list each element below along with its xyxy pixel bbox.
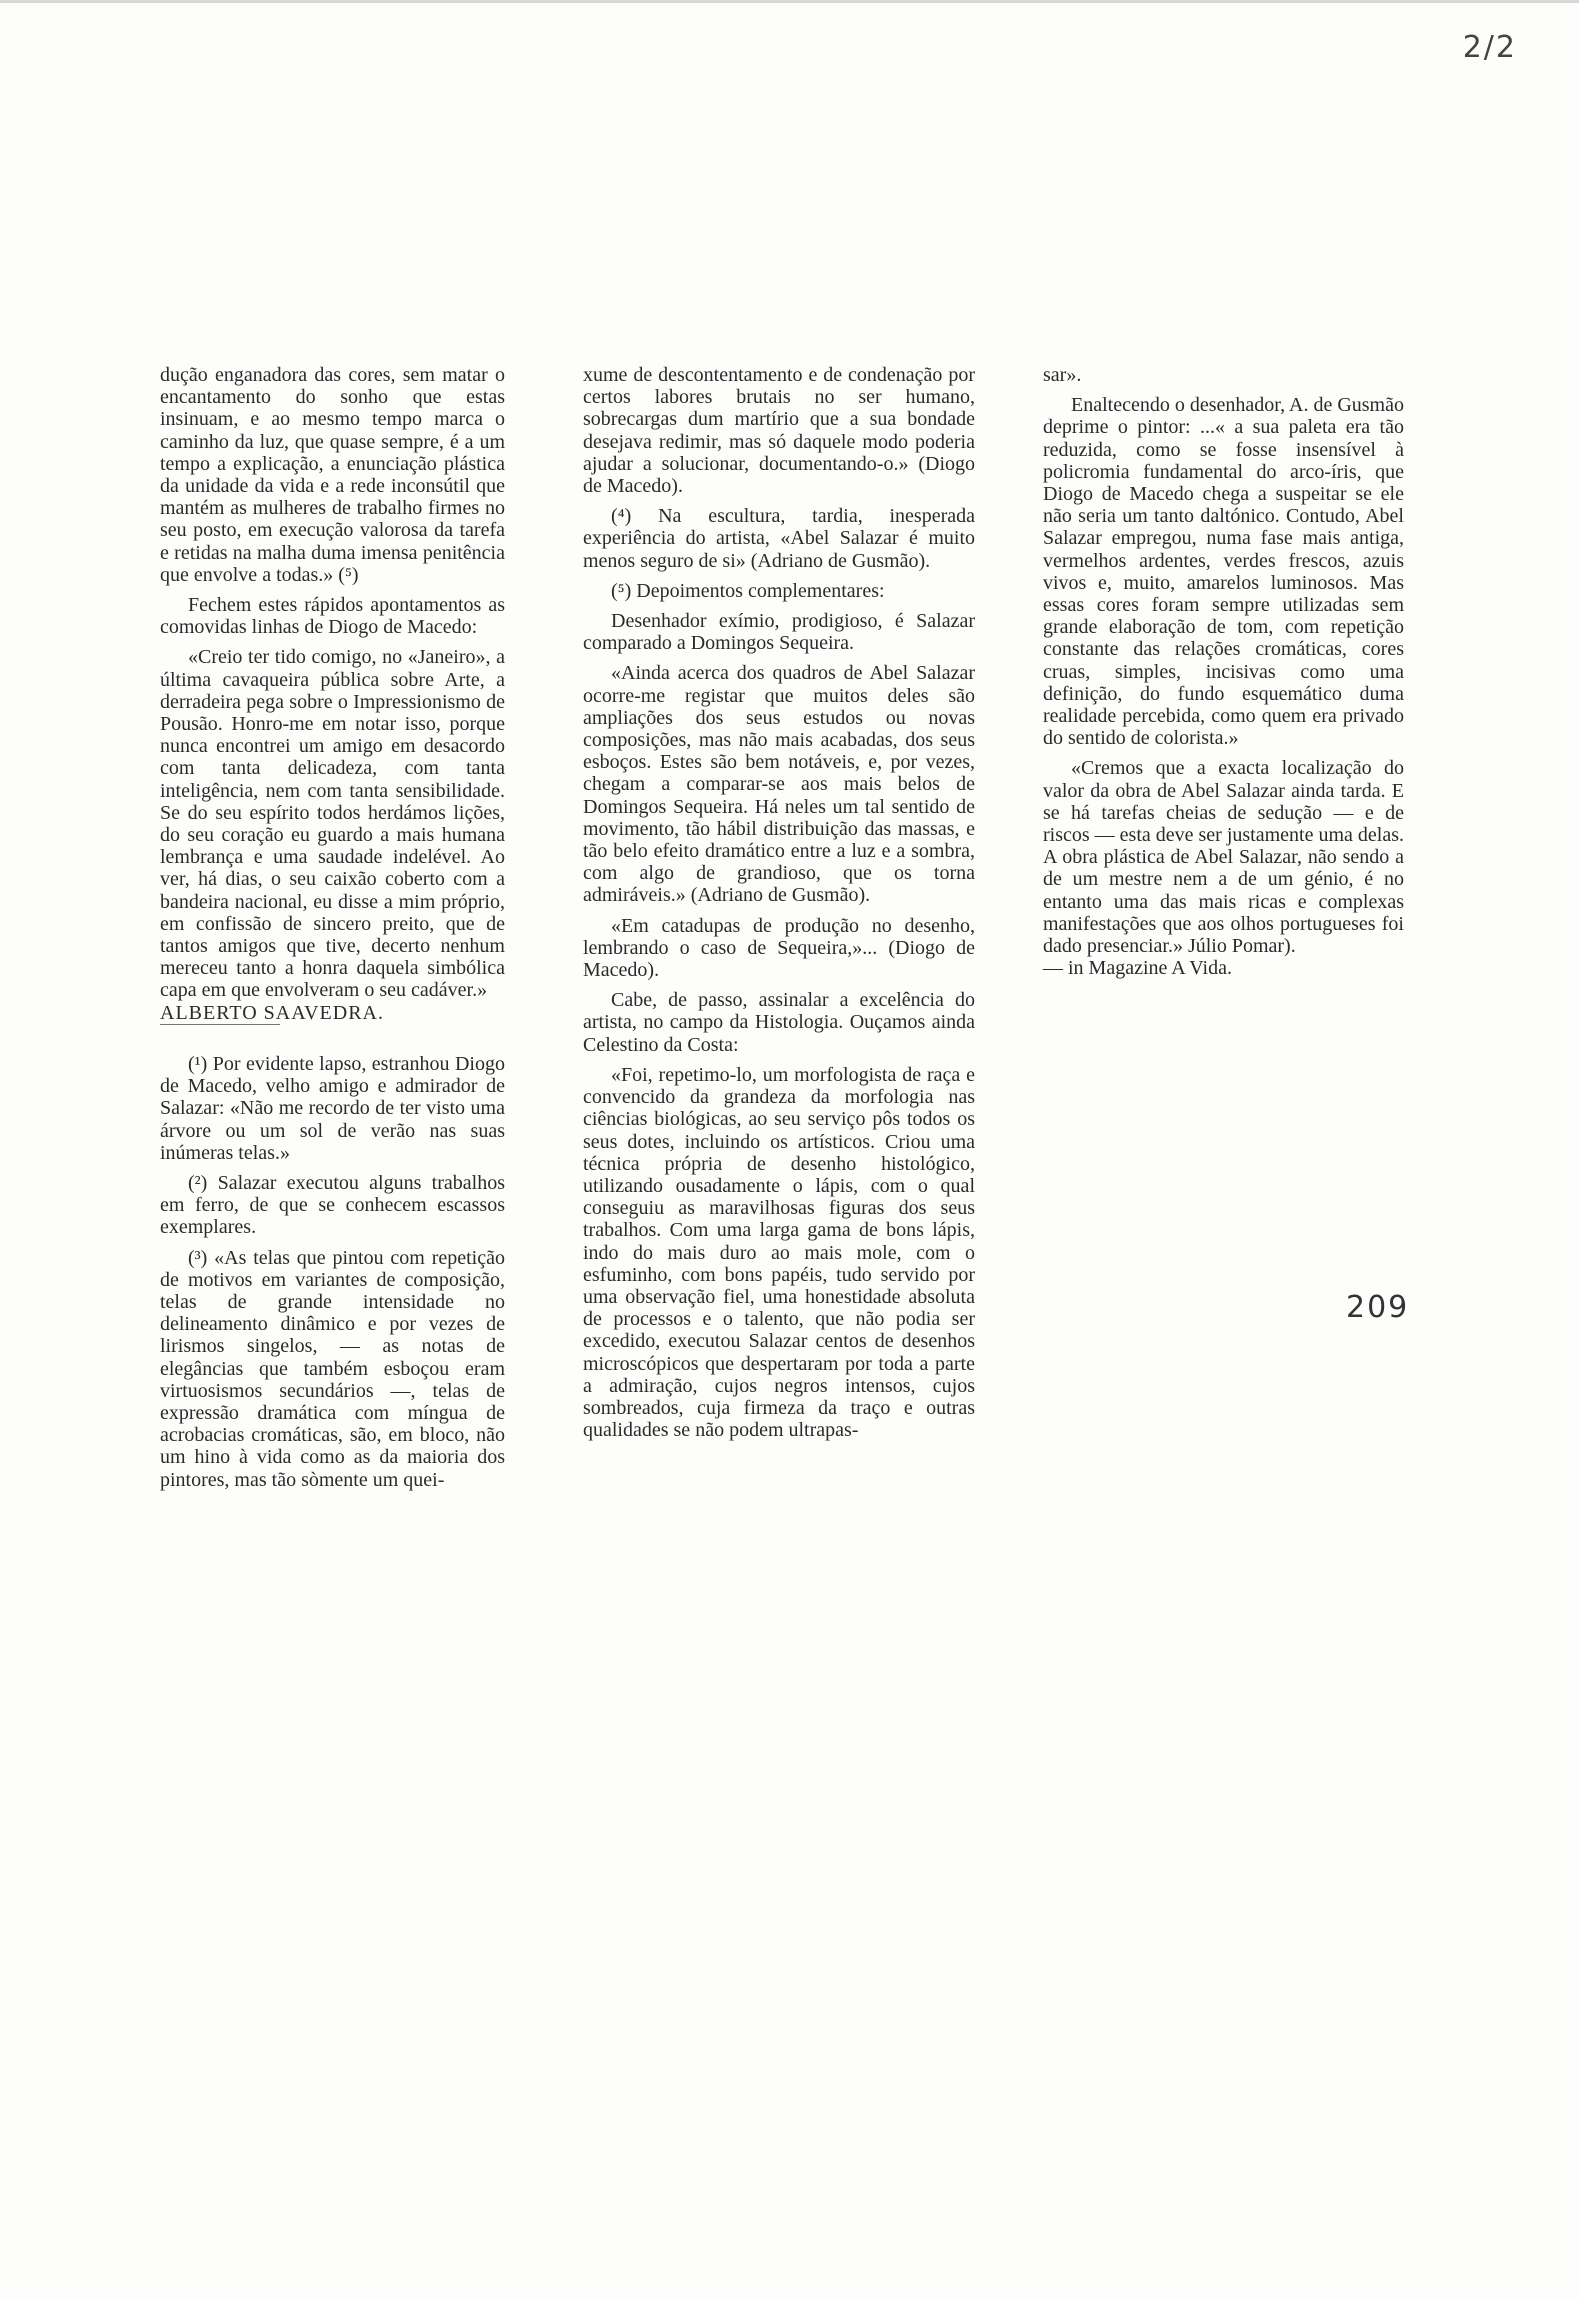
column-2 [583,364,975,1441]
top-edge-line [0,0,1579,3]
page-indicator: 2/2 [1462,30,1517,65]
footnote-5: (⁵) Depoimentos complementares: [611,579,885,602]
column-1 [160,364,505,1491]
footnote-1: (¹) Por evidente lapso, estranhou Diogo de Macedo, velho amigo e admirador de Salazar: «Não me recordo de ter visto uma árvore ou um sol de verão nas suas inúmeras telas.» [160,1052,505,1164]
quote-paragraph: «Em catadupas de produção no desenho, lembrando o caso de Sequeira,»... (Diogo de Macedo). [583,914,975,982]
author-signature: ALBERTO SAAVEDRA. [160,1001,384,1024]
footnote-3: (³) «As telas que pintou com repetição de motivos em variantes de composição, telas de grande intensidade no delineamento dinâmico e por vezes de lirismos singelos, — as notas de elegâncias que também esboçou eram virtuosismos secundários —, telas de expressão dramática com míngua de acrobacias cromáticas, são, em bloco, não um hino à vida como as da maioria dos pintores, mas tão sòmente um quei- [160,1246,505,1491]
quote-paragraph: «Creio ter tido comigo, no «Janeiro», a última cavaqueira pública sobre Arte, a derradeira pega sobre o Impressionismo de Pousão. Honro-me em notar isso, porque nunca encontrei um amigo em desacordo com tanta delicadeza, com tanta inteligência, nem com tanta sensibilidade. Se do seu espírito todos herdámos lições, do seu coração eu guardo a mais humana lembrança e uma saudade indelével. Ao ver, há dias, o seu caixão coberto com a bandeira nacional, eu disse a mim próprio, em confissão de sincero preito, que de tantos amigos que tive, decerto nenhum mereceu tanto a honra daquela simbólica capa em que envolveram o seu cadáver.» [160,646,505,1002]
footnotes [160,1053,505,1491]
paragraph: xume de descontentamento e de condenação por certos labores brutais no ser humano, sobrecargas dum martírio que a sua bondade desejava redimir, mas só daquele modo poderia ajudar a solucionar, documentando-o.» (Diogo de Macedo). [583,364,975,498]
page-number: 209 [1346,1290,1410,1325]
footnote-4: (⁴) Na escultura, tardia, inesperada experiência do artista, «Abel Salazar é muito menos seguro de si» (Adriano de Gusmão). [583,505,975,572]
quote-paragraph: «Ainda acerca dos quadros de Abel Salazar ocorre-me registar que muitos deles são ampliações dos seus estudos ou novas composições, mas não mais acabadas, dos seus esboços. Estes são bem notáveis, e, por vezes, chegam a comparar-se aos mais belos de Domingos Sequeira. Há neles um tal sentido de movimento, tão hábil distribuição das massas, e tão belo efeito dramático entre a luz e a sombra, com algo de grandioso, que os torna admiráveis.» (Adriano de Gusmão). [583,662,975,907]
source-reference: — in Magazine A Vida. [1043,957,1232,980]
footnote-2: (²) Salazar executou alguns trabalhos em ferro, de que se conhecem escassos exemplares. [160,1171,505,1239]
column-3 [1043,364,1404,979]
quote-paragraph: «Foi, repetimo-lo, um morfologista de raça e convencido da grandeza da morfologia nas ciências biológicas, ao seu serviço pôs todos os seus dotes, incluindo os artísticos. Criou uma técnica própria de desenho histológico, utilizando ousadamente o lápis, com o qual conseguiu as maravilhosas figuras dos seus trabalhos. Com uma larga gama de bons lápis, indo do mais duro ao mais mole, com o esfuminho, com bons papéis, tudo servido por uma observação fiel, uma honestidade absoluta de processos e o talento, que não podia ser excedido, executou Salazar centos de desenhos microscópicos que despertaram por toda a parte a admiração, cujos negros intensos, cujos sombreados, cuja firmeza da traço e outras qualidades se não podem ultrapas- [583,1063,975,1442]
quote-paragraph: «Cremos que a exacta localização do valor da obra de Abel Salazar ainda tarda. E se há tarefas cheias de sedução — e de riscos — esta deve ser justamente uma delas. A obra plástica de Abel Salazar, não sendo a de um mestre nem a de um génio, é no entanto uma das mais ricas e complexas manifestações que aos olhos portugueses foi dado presenciar.» Júlio Pomar). [1043,757,1404,958]
paragraph: Fechem estes rápidos apontamentos as comovidas linhas de Diogo de Macedo: [160,594,505,639]
paragraph: Enaltecendo o desenhador, A. de Gusmão deprime o pintor: ...« a sua paleta era tão reduzida, como se fosse insensível à policromia fundamental do arco-íris, que Diogo de Macedo chega a suspeitar se ele não seria um tanto daltónico. Contudo, Abel Salazar empregou, numa fase mais antiga, vermelhos ardentes, verdes frescos, azuis vivos e, muito, amarelos luminosos. Mas essas cores foram sempre utilizadas sem grande elaboração de tom, com repetição constante das relações cromáticas, cores cruas, simples, incisivas como uma definição, do fundo esquemático duma realidade percebida, como quem era privado do sentido de colorista.» [1043,394,1404,750]
paragraph: Desenhador exímio, prodigioso, é Salazar comparado a Domingos Sequeira. [583,610,975,655]
paragraph: dução enganadora das cores, sem matar o encantamento do sonho que estas insinuam, e ao mesmo tempo marca o caminho da luz, que quase sempre, é a um tempo a explicação, a enunciação plástica da unidade da vida e a rede inconsútil que mantém as mulheres de trabalho firmes no seu posto, em execução valorosa da tarefa e retidas na malha duma imensa penitência que envolve a todas.» (⁵) [160,364,505,586]
paragraph: sar». [1043,364,1082,386]
footnote-divider [160,1024,280,1025]
paragraph: Cabe, de passo, assinalar a excelência do artista, no campo da Histologia. Ouçamos ainda Celestino da Costa: [583,989,975,1056]
